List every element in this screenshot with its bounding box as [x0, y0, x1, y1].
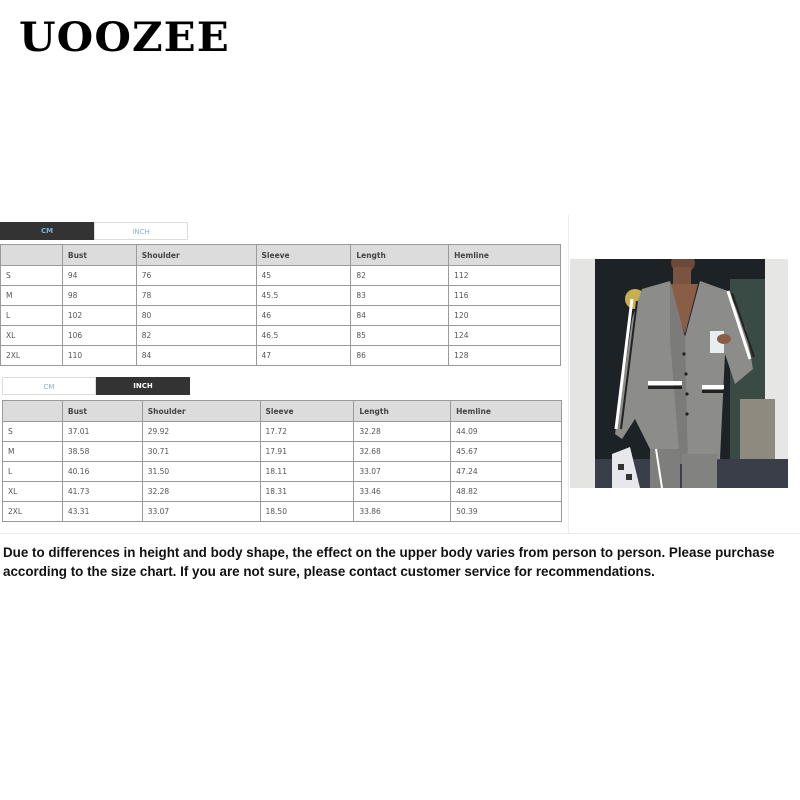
cell: 84 — [136, 346, 256, 366]
cell: 47.24 — [451, 462, 562, 482]
cell: 120 — [449, 306, 561, 326]
table-row — [1, 306, 561, 326]
tab-cm[interactable]: CM — [2, 377, 96, 395]
cell: 44.09 — [451, 422, 562, 442]
table-header-row — [3, 401, 562, 422]
cell-size: S — [3, 422, 63, 442]
cell: 38.58 — [62, 442, 142, 462]
cell: 41.73 — [62, 482, 142, 502]
cell: 84 — [351, 306, 449, 326]
col-header-length: Length — [354, 401, 451, 422]
cell: 18.31 — [260, 482, 354, 502]
cell: 82 — [136, 326, 256, 346]
cell: 33.07 — [142, 502, 260, 522]
cell: 82 — [351, 266, 449, 286]
table-row — [3, 502, 562, 522]
col-header-hemline: Hemline — [449, 245, 561, 266]
brand-logo: UOOZEE — [19, 14, 230, 61]
col-header-size — [3, 401, 63, 422]
cell-size: L — [1, 306, 63, 326]
col-header-sleeve: Sleeve — [256, 245, 351, 266]
cell: 40.16 — [62, 462, 142, 482]
cell: 106 — [62, 326, 136, 346]
cell: 45.5 — [256, 286, 351, 306]
cell: 86 — [351, 346, 449, 366]
cell: 85 — [351, 326, 449, 346]
cell: 124 — [449, 326, 561, 346]
table-row — [1, 326, 561, 346]
col-header-bust: Bust — [62, 245, 136, 266]
divider — [0, 533, 800, 534]
cell-size: S — [1, 266, 63, 286]
cell: 30.71 — [142, 442, 260, 462]
col-header-size — [1, 245, 63, 266]
cell-size: XL — [3, 482, 63, 502]
tab-cm[interactable]: CM — [0, 222, 94, 240]
unit-tabs-cm-chart — [0, 222, 188, 240]
cell: 128 — [449, 346, 561, 366]
cell: 48.82 — [451, 482, 562, 502]
cell: 76 — [136, 266, 256, 286]
cell: 32.28 — [142, 482, 260, 502]
col-header-bust: Bust — [62, 401, 142, 422]
size-table-cm — [0, 244, 561, 366]
cell: 112 — [449, 266, 561, 286]
cell: 110 — [62, 346, 136, 366]
cell: 32.68 — [354, 442, 451, 462]
table-row — [3, 462, 562, 482]
col-header-length: Length — [351, 245, 449, 266]
cell: 18.11 — [260, 462, 354, 482]
cell: 94 — [62, 266, 136, 286]
cell: 17.91 — [260, 442, 354, 462]
cell: 45.67 — [451, 442, 562, 462]
cell: 37.01 — [62, 422, 142, 442]
table-row — [1, 266, 561, 286]
col-header-hemline: Hemline — [451, 401, 562, 422]
cell: 33.46 — [354, 482, 451, 502]
table-header-row — [1, 245, 561, 266]
cell: 98 — [62, 286, 136, 306]
cell-size: 2XL — [3, 502, 63, 522]
cell: 32.28 — [354, 422, 451, 442]
cell: 17.72 — [260, 422, 354, 442]
cell: 46 — [256, 306, 351, 326]
table-row — [3, 422, 562, 442]
cell: 33.07 — [354, 462, 451, 482]
col-header-sleeve: Sleeve — [260, 401, 354, 422]
cell: 102 — [62, 306, 136, 326]
unit-tabs-inch-chart — [2, 377, 190, 395]
cell-size: L — [3, 462, 63, 482]
cell: 50.39 — [451, 502, 562, 522]
col-header-shoulder: Shoulder — [136, 245, 256, 266]
cell: 45 — [256, 266, 351, 286]
cell: 46.5 — [256, 326, 351, 346]
size-table-inch — [2, 400, 562, 522]
table-row — [1, 346, 561, 366]
cell: 83 — [351, 286, 449, 306]
cell: 116 — [449, 286, 561, 306]
cell-size: 2XL — [1, 346, 63, 366]
table-row — [1, 286, 561, 306]
cell: 78 — [136, 286, 256, 306]
col-header-shoulder: Shoulder — [142, 401, 260, 422]
cell: 43.31 — [62, 502, 142, 522]
cell: 31.50 — [142, 462, 260, 482]
cell-size: M — [1, 286, 63, 306]
cell-size: M — [3, 442, 63, 462]
size-disclaimer-note: Due to differences in height and body shape, the effect on the upper body varies from person to person. Please purchase according to the size chart. If you are not sure, please contact customer service for recommendations. — [3, 545, 775, 579]
tab-inch[interactable]: INCH — [94, 222, 188, 240]
tab-inch[interactable]: INCH — [96, 377, 190, 395]
cell: 80 — [136, 306, 256, 326]
cell: 18.50 — [260, 502, 354, 522]
product-photo — [570, 259, 788, 488]
cell-size: XL — [1, 326, 63, 346]
table-row — [3, 442, 562, 462]
cell: 47 — [256, 346, 351, 366]
cell: 33.86 — [354, 502, 451, 522]
cell: 29.92 — [142, 422, 260, 442]
table-row — [3, 482, 562, 502]
